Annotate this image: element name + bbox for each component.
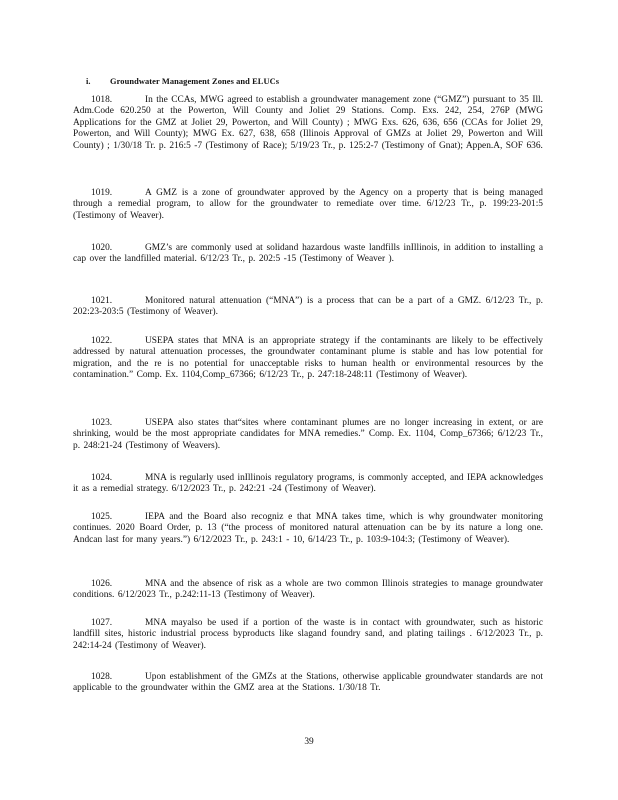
paragraph-text: A GMZ is a zone of groundwater approved by the Agency on a property that is being managed through a remedial program, to allow for the groundwater to remediate over time. 6/12/23 Tr., p. 199:23-201:5 (Testimony of Weaver). [73, 188, 543, 221]
paragraph-text: USEPA also states that“sites where contaminant plumes are no longer increasing in extent, or are shrinking, would be the most appropriate candidates for MNA remedies.” Comp. Ex. 1104, Comp_67366; 6/12/23 Tr., p. 248:21-24 (Testimony of Weavers). [73, 418, 543, 451]
paragraph-1027 [73, 618, 543, 652]
paragraph-1022 [73, 336, 543, 382]
paragraph-number: 1027. [91, 618, 113, 628]
paragraph-number: 1020. [91, 243, 113, 253]
paragraph-1020 [73, 243, 543, 266]
paragraph-number: 1018. [91, 95, 113, 105]
paragraph-1018 [73, 95, 543, 152]
page-number: 39 [304, 737, 314, 747]
paragraph-1021 [73, 296, 543, 319]
section-number: i. [86, 77, 91, 86]
paragraph-text: USEPA states that MNA is an appropriate strategy if the contaminants are likely to be effectively addressed by natural attenuation processes, the groundwater contaminant plume is stable and has low potential for migration, and the re is no potential for unacceptable risks to human health or environmental resources by the contamination.” Comp. Ex. 1104,Comp_67366; 6/12/23 Tr., p. 247:18-248:11 (Testimony of Weaver). [73, 336, 543, 381]
section-title: Groundwater Management Zones and ELUCs [110, 77, 280, 86]
paragraph-number: 1026. [91, 579, 113, 589]
paragraph-number: 1024. [91, 473, 113, 483]
paragraph-text: GMZ’s are commonly used at solidand hazardous waste landfills inIllinois, in addition to installing a cap over the landfilled material. 6/12/23 Tr., p. 202:5 -15 (Testimony of Weaver ). [73, 243, 543, 265]
paragraph-text: MNA and the absence of risk as a whole are two common Illinois strategies to manage groundwater conditions. 6/12/2023 Tr., p.242:11-13 (Testimony of Weaver). [73, 579, 543, 601]
paragraph-1019 [73, 188, 543, 222]
paragraph-number: 1025. [91, 512, 113, 522]
paragraph-number: 1023. [91, 418, 113, 428]
paragraph-text: Monitored natural attenuation (“MNA”) is a process that can be a part of a GMZ. 6/12/23 Tr., p. 202:23-203:5 (Testimony of Weaver). [73, 296, 543, 318]
paragraph-1025 [73, 512, 543, 546]
paragraph-number: 1022. [91, 336, 113, 346]
paragraph-1026 [73, 579, 543, 602]
paragraph-text: IEPA and the Board also recogniz e that MNA takes time, which is why groundwater monitoring continues. 2020 Board Order, p. 13 (“the process of monitored natural attenuation can be by its nature a long one. Andcan last for many years.”) 6/12/2023 Tr., p. 243:1 - 10, 6/14/23 Tr., p. 103:9-104:3; (Testimony of Weaver). [73, 512, 543, 545]
paragraph-1024 [73, 473, 543, 496]
paragraph-text: MNA is regularly used inIllinois regulatory programs, is commonly accepted, and IEPA acknowledges it as a remedial strategy. 6/12/2023 Tr., p. 242:21 -24 (Testimony of Weaver). [73, 473, 543, 495]
paragraph-number: 1021. [91, 296, 113, 306]
paragraph-number: 1028. [91, 672, 113, 682]
section-heading [86, 77, 279, 86]
paragraph-text: MNA mayalso be used if a portion of the waste is in contact with groundwater, such as historic landfill sites, historic industrial process byproducts like slagand foundry sand, and plating tailings . 6/12/2023 Tr., p. 242:14-24 (Testimony of Weaver). [73, 618, 543, 651]
paragraph-1023 [73, 418, 543, 452]
paragraph-text: In the CCAs, MWG agreed to establish a groundwater management zone (“GMZ”) pursuant to 35 Ill. Adm.Code 620.250 at the Powerton, Will County and Joliet 29 Stations. Comp. Exs. 242, 254, 276P (MWG Applications for the GMZ at Joliet 29, Powerton, and Will County) ; MWG Exs. 626, 636, 656 (CCAs for Joliet 29, Powerton, and Will County); MWG Ex. 627, 638, 658 (Illinois Approval of GMZs at Joliet 29, Powerton and Will County) ; 1/30/18 Tr. p. 216:5 -7 (Testimony of Race); 5/19/23 Tr., p. 125:2-7 (Testimony of Gnat); Appen.A, SOF 636. [73, 95, 543, 151]
paragraph-text: Upon establishment of the GMZs at the Stations, otherwise applicable groundwater standards are not applicable to the groundwater within the GMZ area at the Stations. 1/30/18 Tr. [73, 672, 543, 694]
paragraph-number: 1019. [91, 188, 113, 198]
paragraph-1028 [73, 672, 543, 695]
